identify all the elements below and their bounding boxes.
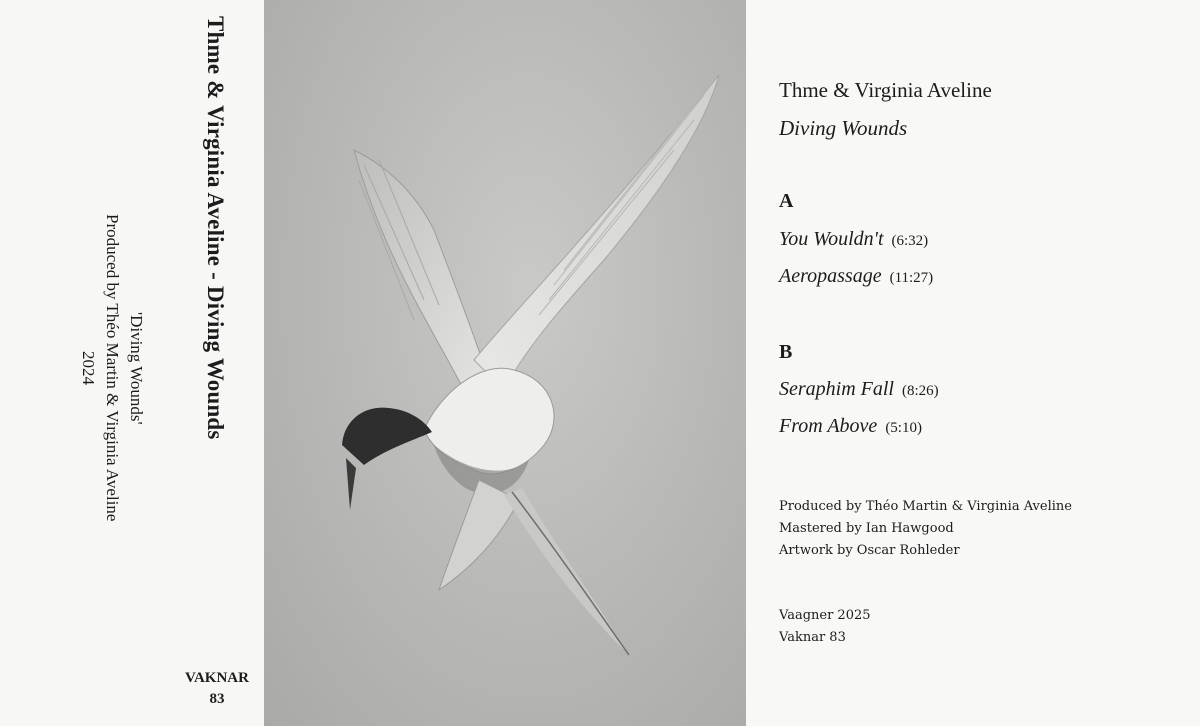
track-title: You Wouldn't <box>779 228 884 250</box>
label-line: Vaknar 83 <box>779 630 846 645</box>
track-item <box>779 415 922 438</box>
catalog-value: 83 <box>209 691 225 707</box>
spine-title: Thme & Virginia Aveline - Diving Wounds <box>203 16 228 440</box>
spine-credit-line: Produced by Théo Martin & Virginia Aveline <box>103 214 122 522</box>
label-line: Vaagner 2025 <box>779 608 871 623</box>
album-title: Diving Wounds <box>779 116 908 140</box>
spine-credit-line: 2024 <box>79 351 98 385</box>
track-item <box>779 265 933 288</box>
track-item <box>779 378 939 401</box>
side-b-label: B <box>779 341 793 363</box>
catalog-number <box>172 668 262 710</box>
credit-line: Mastered by Ian Hawgood <box>779 521 954 536</box>
track-duration: (11:27) <box>889 270 934 286</box>
cover-artwork <box>264 0 746 726</box>
side-a-label: A <box>779 190 794 212</box>
credit-line: Artwork by Oscar Rohleder <box>779 543 960 558</box>
catalog-label: VAKNAR <box>185 670 249 686</box>
track-duration: (8:26) <box>902 383 939 399</box>
credit-line: Produced by Théo Martin & Virginia Aveline <box>779 499 1072 514</box>
track-duration: (6:32) <box>891 233 929 249</box>
spine-panel <box>0 0 264 726</box>
track-title: From Above <box>779 415 878 437</box>
track-duration: (5:10) <box>885 420 922 436</box>
track-item <box>779 228 928 251</box>
bird-photo-icon <box>264 0 746 726</box>
spine-credits <box>28 168 148 568</box>
artist-name: Thme & Virginia Aveline <box>779 78 992 102</box>
track-title: Aeropassage <box>779 265 882 287</box>
track-title: Seraphim Fall <box>779 378 894 400</box>
production-credits <box>779 496 1072 562</box>
label-info <box>779 605 871 649</box>
spine-credit-line: 'Diving Wounds' <box>127 311 146 425</box>
track-info-panel <box>746 0 1200 726</box>
